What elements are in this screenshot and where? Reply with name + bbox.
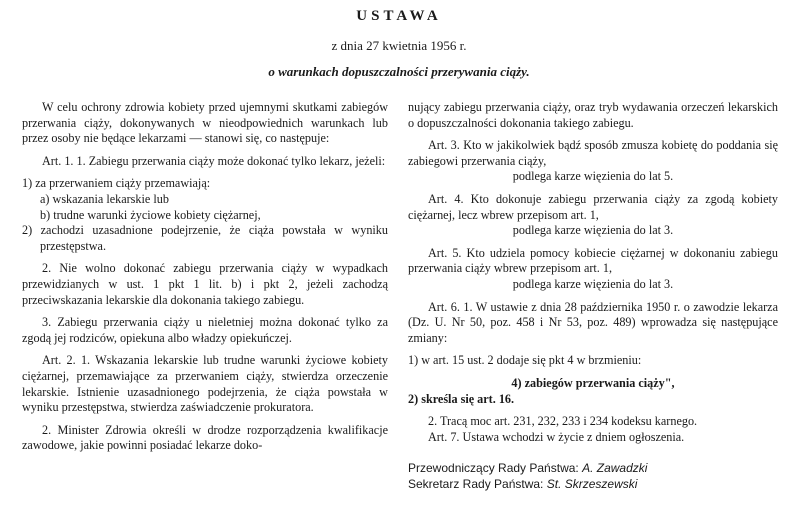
- art1-point1b: b) trudne warunki życiowe kobiety ciężarnej,: [40, 207, 261, 222]
- art1-para3: 3. Zabiegu przerwania ciąży u nieletniej można dokonać tylko za zgodą jej rodziców, opiekuna albo władzy opiekuńczej.: [22, 315, 388, 345]
- art6-point1: 1) w art. 15 ust. 2 dodaje się pkt 4 w brzmieniu:: [408, 353, 642, 368]
- signature-secretary-name: St. Skrzeszewski: [546, 476, 638, 491]
- art3-penalty: podlega karze więzienia do lat 5.: [512, 169, 674, 184]
- art6-para1: Art. 6. 1. W ustawie z dnia 28 października 1950 r. o zawodzie lekarza (Dz. U. Nr 50, poz. 458 i Nr 53, poz. 489) wprowadza się następujące zmiany:: [408, 299, 778, 345]
- art6-para2: 2. Tracą moc art. 231, 232, 233 i 234 kodeksu karnego.: [428, 414, 698, 429]
- art5: Art. 5. Kto udziela pomocy kobiecie ciężarnej w dokonaniu zabiegu przerwania ciąży wbrew przepisom art. 1,: [408, 245, 778, 276]
- right-column: [408, 100, 778, 492]
- art6-point1-quote: 4) zabiegów przerwania ciąży",: [511, 375, 675, 390]
- document-date: z dnia 27 kwietnia 1956 r.: [331, 38, 467, 53]
- signature-chairman-name: A. Zawadzki: [582, 461, 648, 476]
- art2-para2-continued: nujący zabiegu przerwania ciąży, oraz tryb wydawania orzeczeń lekarskich o dopuszczalności dokonania takiego zabiegu.: [408, 100, 778, 130]
- signature-chairman: [408, 461, 778, 477]
- document-subject: o warunkach dopuszczalności przerywania ciąży.: [268, 64, 530, 79]
- signature-chairman-role: Przewodniczący Rady Państwa:: [408, 461, 579, 476]
- preamble: W celu ochrony zdrowia kobiety przed ujemnymi skutkami zabiegów przerwania ciąży, dokonywanych w nieodpowiednich warunkach lub przez osoby nie będące lekarzami — stanowi się, co następuje:: [22, 100, 388, 146]
- art5-penalty: podlega karze więzienia do lat 3.: [512, 276, 674, 291]
- art7: Art. 7. Ustawa wchodzi w życie z dniem ogłoszenia.: [428, 429, 685, 444]
- art2-para2: 2. Minister Zdrowia określi w drodze rozporządzenia kwalifikacje zawodowe, jakie powinni posiadać lekarze doko-: [22, 422, 388, 453]
- art1-point1: 1) za przerwaniem ciąży przemawiają:: [22, 176, 211, 191]
- art6-point2: 2) skreśla się art. 16.: [408, 391, 515, 406]
- art4-penalty: podlega karze więzienia do lat 3.: [512, 223, 674, 238]
- document-title: USTAWA: [356, 8, 442, 24]
- art1-para2: 2. Nie wolno dokonać zabiegu przerwania ciąży w wypadkach przewidzianych w ust. 1 pkt 1 lit. b) i pkt 2, jeżeli zachodzą przeciwskazania lekarskie dla dokonania takiego zabiegu.: [22, 261, 388, 307]
- art1-point1a: a) wskazania lekarskie lub: [40, 191, 169, 206]
- art1-point2: 2) zachodzi uzasadnione podejrzenie, że ciąża powstała w wyniku przestępstwa.: [22, 223, 388, 253]
- art1-para1: Art. 1. 1. Zabiegu przerwania ciąży może dokonać tylko lekarz, jeżeli:: [42, 153, 386, 168]
- signature-secretary: [408, 477, 778, 493]
- art3: Art. 3. Kto w jakikolwiek bądź sposób zmusza kobietę do poddania się zabiegowi przerwania ciąży,: [408, 138, 778, 168]
- left-column: [22, 100, 388, 454]
- art2-para1: Art. 2. 1. Wskazania lekarskie lub trudne warunki życiowe kobiety ciężarnej, przemawiające za przerwaniem ciąży, stwierdza orzeczenie lekarskie. Istnienie uzasadnionego podejrzenia, że ciąża powstała w wyniku przestępstwa, stwierdza zaświadczenie prokuratora.: [22, 353, 388, 415]
- art4: Art. 4. Kto dokonuje zabiegu przerwania ciąży za zgodą kobiety ciężarnej, lecz wbrew przepisom art. 1,: [408, 191, 778, 222]
- signature-secretary-role: Sekretarz Rady Państwa:: [408, 476, 544, 491]
